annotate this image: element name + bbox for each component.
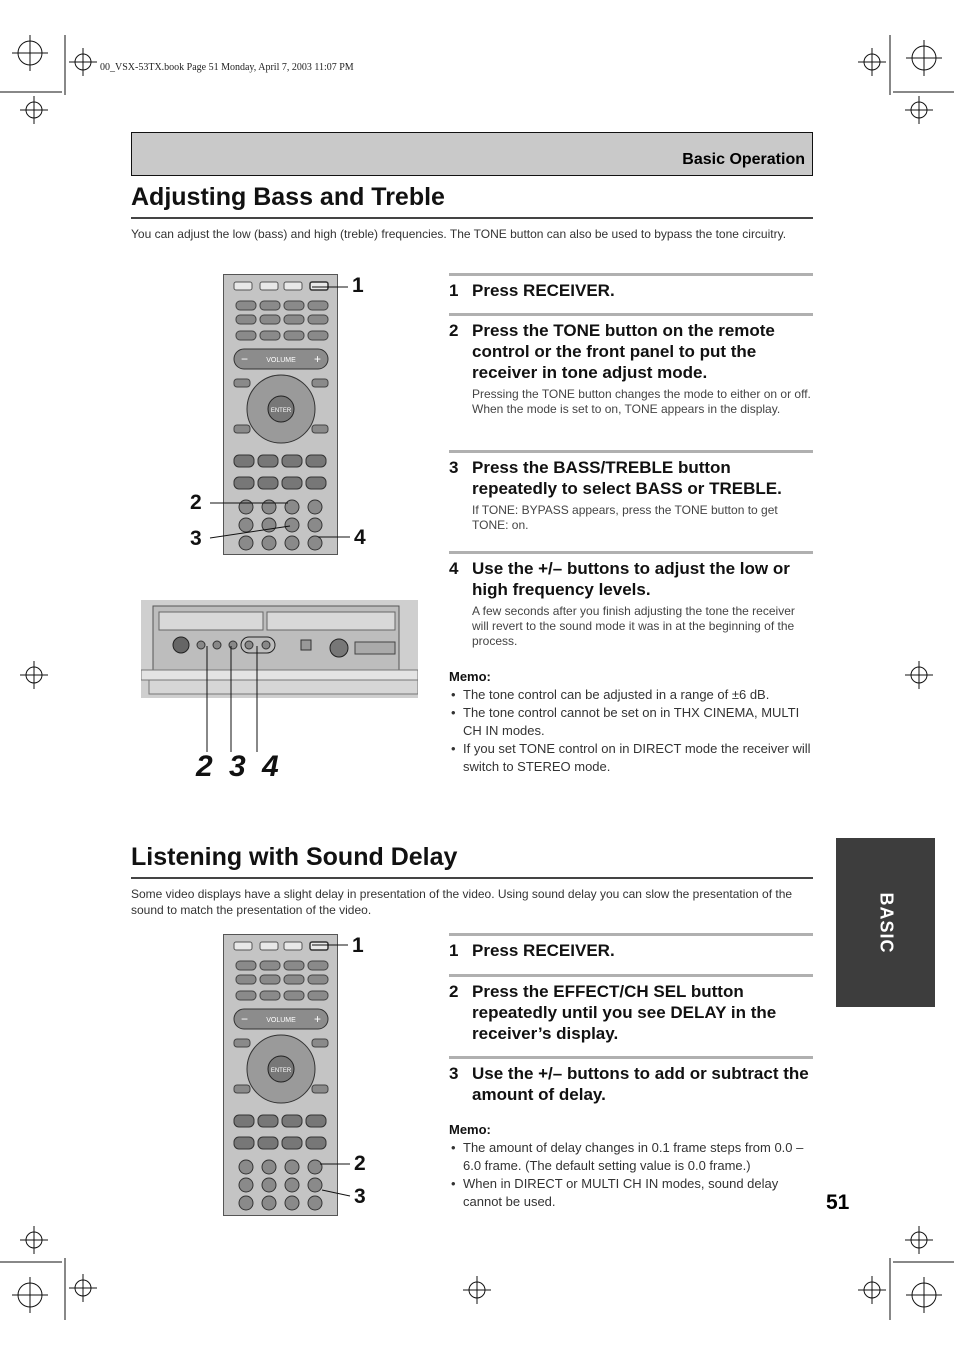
- s1-step4-note: A few seconds after you finish adjusting the tone the receiver will revert to the sound mode it was in at the beginning of the process.: [472, 604, 795, 648]
- page-number: 51: [826, 1191, 850, 1214]
- step-text: Use the +/– buttons to add or subtract the amount of delay.: [472, 1064, 809, 1104]
- s2-step2-rule: [449, 974, 813, 977]
- step-number: 3: [449, 1064, 459, 1083]
- callout-1-step1: 1: [352, 274, 364, 297]
- step-text: Press RECEIVER.: [472, 941, 615, 960]
- s1-step2: [449, 320, 813, 383]
- s1-step2-rule: [449, 313, 813, 316]
- memo-item: • The tone control can be adjusted in a range of ±6 dB.: [449, 686, 813, 704]
- s1-memo-heading: Memo:: [449, 669, 491, 684]
- memo-item: • The amount of delay changes in 0.1 frame steps from 0.0 – 6.0 frame. (The default setting value is 0.0 frame.): [449, 1139, 813, 1175]
- svg-text:ENTER: ENTER: [270, 1068, 292, 1074]
- s2-memo-heading: Memo:: [449, 1122, 491, 1137]
- callout-lines-2: [310, 938, 360, 1208]
- s1-step4: [449, 558, 813, 600]
- step-text: Press the TONE button on the remote control or the front panel to put the receiver in tone adjust mode.: [472, 321, 775, 382]
- step-number: 4: [449, 559, 459, 578]
- memo-item: • If you set TONE control on in DIRECT mode the receiver will switch to STEREO mode.: [449, 740, 813, 776]
- side-tab-label: BASIC: [876, 891, 896, 954]
- svg-text:−: −: [241, 352, 249, 366]
- s2-step1-rule: [449, 933, 813, 936]
- header-label: Basic Operation: [682, 151, 805, 168]
- step-number: 1: [449, 941, 459, 960]
- step-number: 2: [449, 321, 459, 340]
- front-panel-drawing: [141, 600, 418, 698]
- svg-text:−: −: [241, 1012, 249, 1026]
- section2-rule: [131, 877, 813, 879]
- section1-intro: You can adjust the low (bass) and high (treble) frequencies. The TONE button can also be used to bypass the tone circuitry.: [131, 227, 787, 241]
- side-tab: [836, 838, 935, 1007]
- s2-memo-list: [449, 1139, 813, 1211]
- section1-title: Adjusting Bass and Treble: [131, 183, 445, 211]
- svg-text:+: +: [314, 1012, 322, 1026]
- s1-step2-note: Pressing the TONE button changes the mode to either on or off. When the mode is set to on, TONE appears in the display.: [472, 387, 811, 416]
- section2-intro: Some video displays have a slight delay in presentation of the video. Using sound delay you can slow the presentation of the sound to match the presentation of the video.: [131, 887, 793, 917]
- panel-callouts: 2 3 4: [196, 750, 283, 783]
- section2-title: Listening with Sound Delay: [131, 843, 458, 871]
- callout-1-step2: 2: [190, 491, 202, 514]
- section1-rule: [131, 217, 813, 219]
- svg-text:VOLUME: VOLUME: [266, 1017, 296, 1024]
- step-text: Press the EFFECT/CH SEL button repeatedly until you see DELAY in the receiver’s display.: [472, 982, 777, 1043]
- s1-step4-rule: [449, 551, 813, 554]
- s2-step3: [449, 1063, 813, 1105]
- svg-text:+: +: [314, 352, 322, 366]
- callout-1-step4: 4: [354, 526, 366, 549]
- step-text: Press the BASS/TREBLE button repeatedly to select BASS or TREBLE.: [472, 458, 782, 498]
- print-line: 00_VSX-53TX.book Page 51 Monday, April 7, 2003 11:07 PM: [100, 62, 354, 73]
- s1-step1-rule: [449, 273, 813, 276]
- callout-2-step2: 2: [354, 1152, 366, 1175]
- s1-memo-list: [449, 686, 813, 776]
- header-bar: [131, 132, 813, 176]
- s2-step3-rule: [449, 1056, 813, 1059]
- step-number: 3: [449, 458, 459, 477]
- front-panel-image: [141, 600, 418, 698]
- s1-step3-note: If TONE: BYPASS appears, press the TONE button to get TONE: on.: [472, 503, 778, 532]
- s1-step3: [449, 457, 813, 499]
- step-number: 1: [449, 281, 459, 300]
- s2-step2: [449, 981, 813, 1044]
- step-number: 2: [449, 982, 459, 1001]
- s1-step1: [449, 280, 813, 301]
- panel-leader-lines: [195, 640, 275, 760]
- step-text: Use the +/– buttons to adjust the low or high frequency levels.: [472, 559, 790, 599]
- callout-1-step3: 3: [190, 527, 202, 550]
- s1-step3-rule: [449, 450, 813, 453]
- memo-item: • When in DIRECT or MULTI CH IN modes, sound delay cannot be used.: [449, 1175, 813, 1211]
- callout-lines-1: [200, 280, 360, 550]
- step-text: Press RECEIVER.: [472, 281, 615, 300]
- memo-item: • The tone control cannot be set on in THX CINEMA, MULTI CH IN modes.: [449, 704, 813, 740]
- callout-2-step3: 3: [354, 1185, 366, 1208]
- svg-text:VOLUME: VOLUME: [266, 357, 296, 364]
- s2-step1: [449, 940, 813, 961]
- callout-2-step1: 1: [352, 934, 364, 957]
- svg-text:ENTER: ENTER: [270, 408, 292, 414]
